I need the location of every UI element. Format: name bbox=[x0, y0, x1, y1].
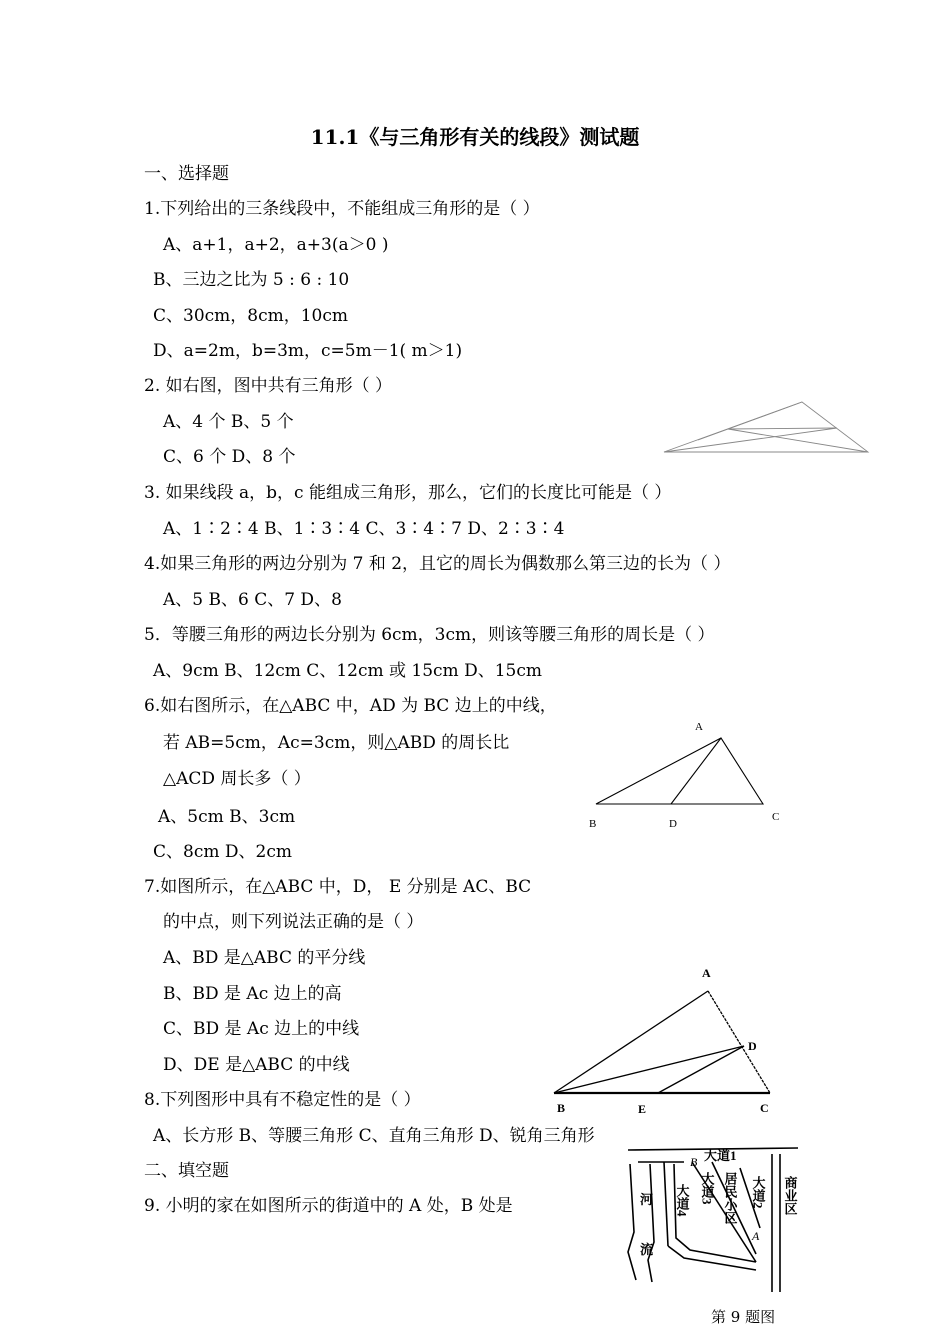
question-1-option-a: A、a+1，a+2，a+3(a＞0 ) bbox=[163, 235, 389, 255]
question-2-stem: 2. 如右图，图中共有三角形（ ） bbox=[144, 376, 393, 396]
question-1-option-b: B、三边之比为 5 : 6 : 10 bbox=[153, 270, 350, 290]
map-business-label: 商业区 bbox=[782, 1176, 798, 1215]
question-2-figure bbox=[660, 398, 875, 458]
map-point-b: B bbox=[690, 1155, 698, 1169]
question-7-stem-line2: 的中点，则下列说法正确的是（ ） bbox=[163, 912, 424, 932]
q6-label-a: A bbox=[695, 721, 703, 733]
q7-label-c: C bbox=[760, 1101, 769, 1115]
q6-label-b: B bbox=[589, 818, 597, 830]
question-7-option-a: A、BD 是△ABC 的平分线 bbox=[163, 948, 366, 968]
q7-label-e: E bbox=[638, 1102, 647, 1116]
question-9-figure-caption: 第 9 题图 bbox=[711, 1308, 776, 1326]
section-heading-choice: 一、选择题 bbox=[144, 164, 229, 184]
map-river-label-2: 流 bbox=[640, 1242, 654, 1257]
question-7-option-b: B、BD 是 Ac 边上的高 bbox=[163, 984, 342, 1004]
map-road-4-label: 大道4 bbox=[674, 1184, 690, 1217]
question-6-options-cd: C、8cm D、2cm bbox=[153, 842, 292, 862]
q7-label-b: B bbox=[557, 1101, 566, 1115]
question-9-stem: 9. 小明的家在如图所示的街道中的 A 处，B 处是 bbox=[144, 1196, 513, 1216]
section-heading-fill: 二、填空题 bbox=[144, 1161, 229, 1181]
question-5-stem: 5．等腰三角形的两边长分别为 6cm，3cm，则该等腰三角形的周长是（ ） bbox=[144, 625, 715, 645]
q6-label-d: D bbox=[669, 818, 677, 830]
question-6-stem-line3: △ACD 周长多（ ） bbox=[163, 769, 311, 789]
question-8-stem: 8.下列图形中具有不稳定性的是（ ） bbox=[144, 1090, 421, 1110]
question-7-option-d: D、DE 是△ABC 的中线 bbox=[163, 1055, 350, 1075]
question-8-options: A、长方形 B、等腰三角形 C、直角三角形 D、锐角三角形 bbox=[153, 1126, 595, 1146]
q7-label-d: D bbox=[748, 1039, 757, 1053]
question-7-stem-line1: 7.如图所示，在△ABC 中，D， E 分别是 AC、BC bbox=[144, 877, 532, 897]
question-6-stem-line2: 若 AB=5cm，Ac=3cm，则△ABD 的周长比 bbox=[163, 733, 510, 753]
q6-label-c: C bbox=[772, 811, 780, 823]
map-river-label-1: 河 bbox=[640, 1192, 654, 1207]
question-9-street-map bbox=[612, 1142, 817, 1300]
question-7-triangle-figure bbox=[548, 960, 788, 1120]
map-road-2-label: 大道2 bbox=[750, 1176, 766, 1209]
map-road-3-label: 大道3 bbox=[699, 1172, 715, 1205]
map-road-1-label: 大道1 bbox=[704, 1148, 737, 1163]
question-6-triangle-figure bbox=[580, 712, 790, 832]
page-title: 11.1《与三角形有关的线段》测试题 bbox=[310, 125, 640, 149]
question-7-option-c: C、BD 是 Ac 边上的中线 bbox=[163, 1019, 360, 1039]
question-3-options: A、1∶2∶4 B、1∶3∶4 C、3∶4∶7 D、2∶3∶4 bbox=[163, 519, 565, 539]
question-1-option-d: D、a=2m，b=3m，c=5m－1( m＞1) bbox=[153, 341, 463, 361]
question-3-stem: 3. 如果线段 a，b，c 能组成三角形，那么，它们的长度比可能是（ ） bbox=[144, 483, 672, 503]
question-1-option-c: C、30cm，8cm，10cm bbox=[153, 306, 349, 326]
question-2-options-ab: A、4 个 B、5 个 bbox=[163, 412, 294, 432]
map-point-a: A bbox=[752, 1229, 760, 1243]
question-6-options-ab: A、5cm B、3cm bbox=[158, 807, 296, 827]
question-6-stem-line1: 6.如右图所示，在△ABC 中，AD 为 BC 边上的中线， bbox=[144, 696, 557, 716]
question-5-options: A、9cm B、12cm C、12cm 或 15cm D、15cm bbox=[153, 661, 542, 681]
question-1-stem: 1.下列给出的三条线段中，不能组成三角形的是（ ） bbox=[144, 199, 540, 219]
question-2-options-cd: C、6 个 D、8 个 bbox=[163, 447, 296, 467]
q7-label-a: A bbox=[702, 966, 711, 980]
question-4-stem: 4.如果三角形的两边分别为 7 和 2，且它的周长为偶数那么第三边的长为（ ） bbox=[144, 554, 731, 574]
question-4-options: A、5 B、6 C、7 D、8 bbox=[163, 590, 342, 610]
map-community-label: 居民小区 bbox=[722, 1172, 738, 1224]
